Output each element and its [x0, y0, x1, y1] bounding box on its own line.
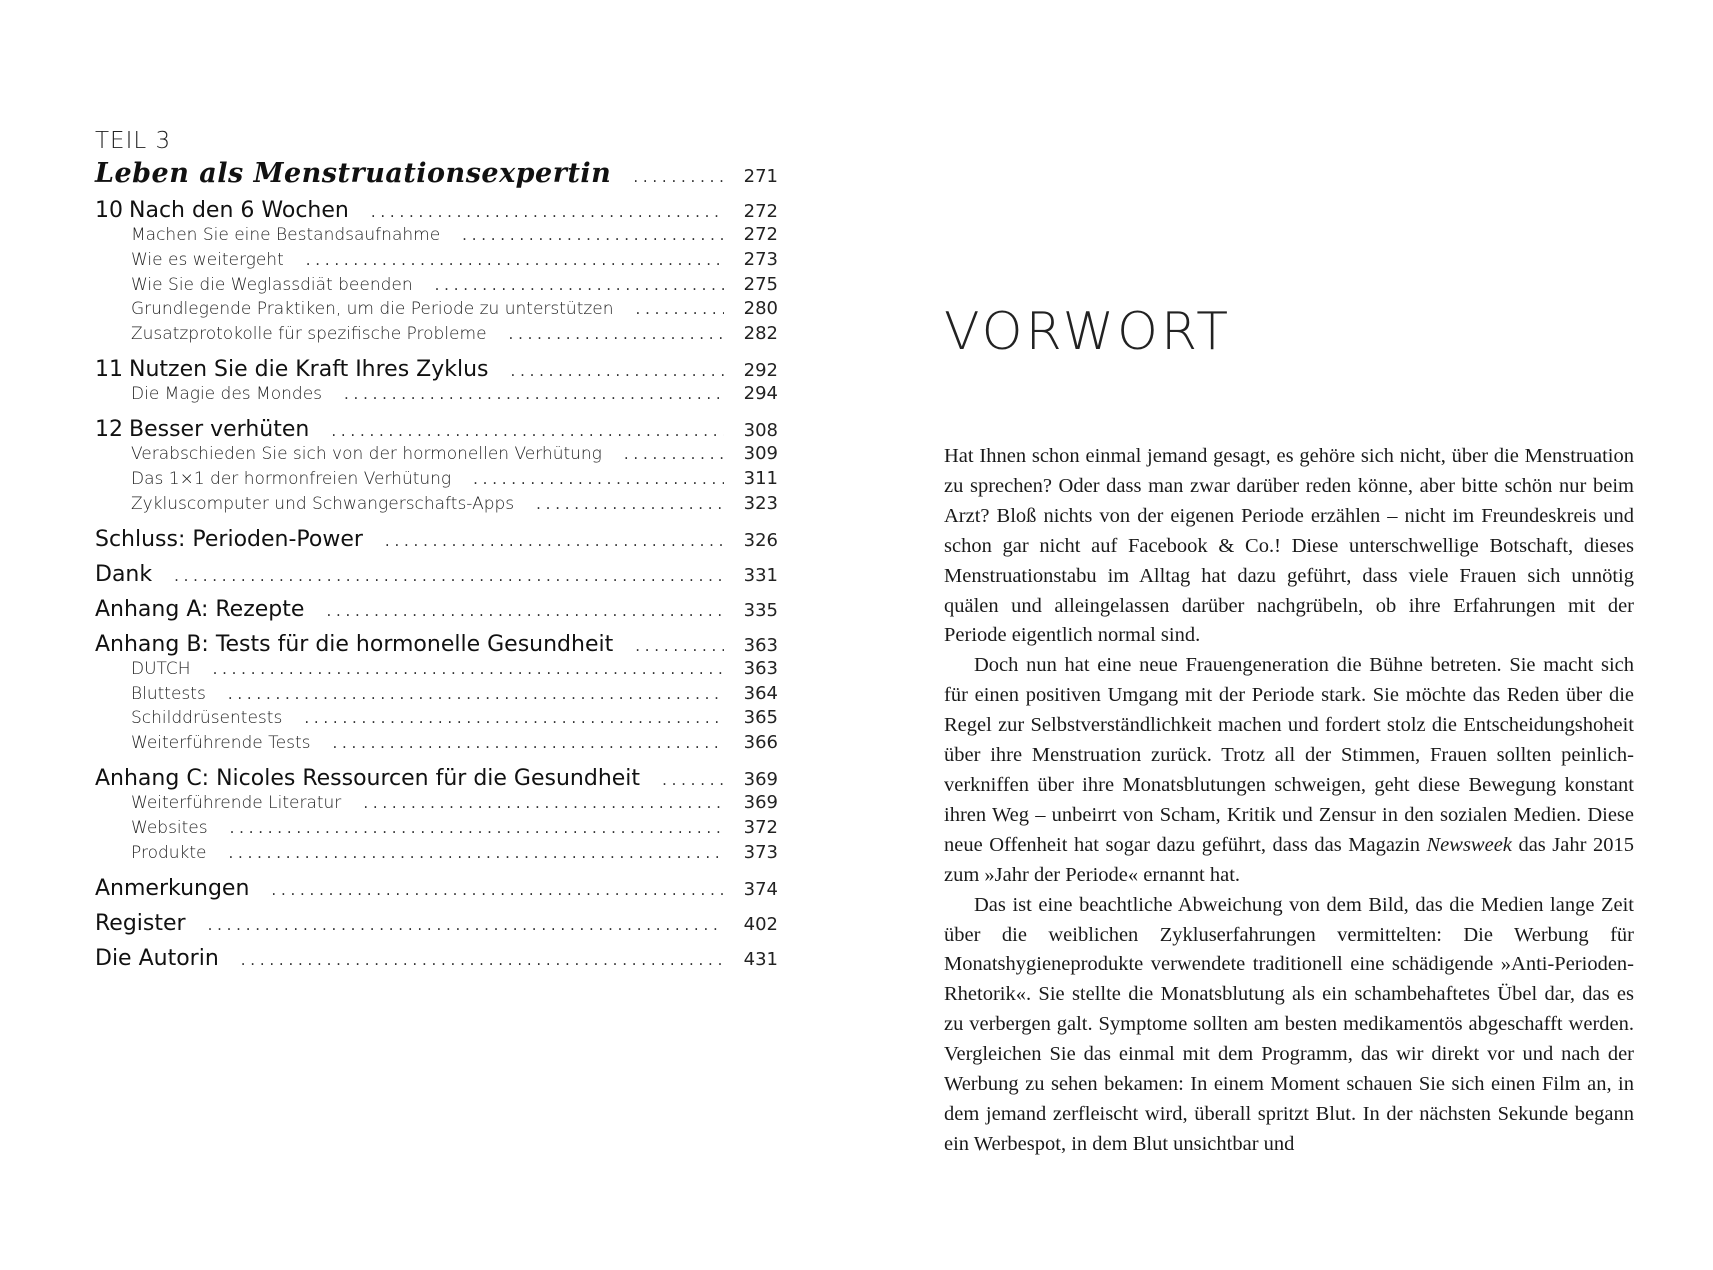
toc-entry-title: Anhang A: Rezepte	[95, 596, 305, 622]
toc-leader-dots	[636, 300, 724, 318]
toc-page-number: 369	[743, 792, 778, 814]
foreword-paragraph-1: Hat Ihnen schon einmal jemand gesagt, es gehöre sich nicht, über die Menstruation zu sprechen? Oder dass man zwar darüber reden könne, aber bitte schön nur beim Arzt? Bloß nichts von der eigenen Periode erzählen – nicht im Freundeskreis und schon gar nicht auf Facebook & Co.! Diese unterschwellige Botschaft, dieses Menstruationstabu im Alltag hat dazu geführt, dass viele Frauen sich unnötig quälen und alleingelassen darüber nachgrübeln, ob ihre Erfahrungen mit der Periode eigentlich normal sind.	[944, 445, 1634, 647]
toc-entry-label	[131, 843, 207, 863]
toc-page-number: 335	[743, 599, 778, 621]
toc-entry	[95, 597, 778, 629]
toc-page-number: 323	[743, 492, 778, 514]
toc-leader-dots	[174, 567, 724, 585]
toc-page-number: 326	[743, 529, 778, 551]
toc-leader-dots	[511, 362, 724, 380]
toc-page-number: 365	[743, 707, 778, 729]
toc-entry-title: Weiterführende Tests	[131, 733, 311, 754]
toc-page-number: 363	[743, 657, 778, 679]
toc-entry-label	[95, 198, 349, 223]
foreword-paragraph-2	[944, 651, 1634, 890]
toc-entry-title: Weiterführende Literatur	[131, 793, 342, 814]
toc-subentry	[95, 383, 778, 415]
toc-entry-title: Grundlegende Praktiken, um die Periode zu unterstützen	[131, 299, 614, 320]
toc-page-number: 311	[743, 468, 778, 489]
toc-leader-dots	[385, 532, 724, 550]
toc-entry-title: Das 1×1 der hormonfreien Verhütung	[131, 469, 452, 489]
toc-subentry	[95, 732, 778, 764]
toc-page-number: 308	[743, 420, 778, 442]
toc-entry-label	[95, 632, 613, 657]
toc-entry-title: Leben als Menstruationsexpertin	[95, 158, 612, 189]
toc-entry-label	[95, 597, 304, 622]
toc-entry-label	[131, 469, 451, 489]
toc-page-number: 374	[743, 878, 778, 900]
toc-subentry	[95, 842, 778, 874]
toc-entry-label	[131, 324, 487, 344]
toc-subentry	[95, 323, 778, 355]
foreword-p2-before: Doch nun hat eine neue Frauengeneration die Bühne betreten. Sie macht sich für einen positiven Umgang mit der Periode stark. Sie möchte das Reden über die Regel zur Selbstverständlichkeit machen und fordert stolz die Entscheidungshoheit über ihre Menstruation zurück. Trotz all der Stimmen, Frauen sollten peinlich-verkniffen über ihre Monatsblutungen schweigen, geht diese Bewegung konstant ihren Weg – unbeirrt von Scham, Kritik und Zensur in den sozialen Medien. Diese neue Offenheit hat sogar dazu geführt, dass das Magazin	[944, 654, 1634, 856]
toc-leader-dots	[662, 771, 724, 789]
toc-entry-label	[131, 733, 310, 753]
foreword-heading: VORWORT	[944, 302, 1232, 362]
toc-leader-dots	[635, 637, 724, 655]
toc-page-number: 331	[743, 564, 778, 586]
toc-leader-dots	[371, 203, 724, 221]
toc-entry-label	[131, 818, 208, 838]
toc-leader-dots	[633, 168, 724, 186]
toc-entry-title: Die Magie des Mondes	[131, 384, 323, 405]
toc-leader-dots	[344, 385, 724, 403]
toc-subentry	[95, 493, 778, 525]
toc-entry-title: Dank	[95, 561, 153, 587]
toc-leader-dots	[509, 325, 724, 343]
toc-entry-label	[131, 225, 440, 245]
toc-entry-title: Die Autorin	[95, 945, 219, 971]
toc-part-title	[95, 158, 778, 190]
toc-leader-dots	[435, 276, 724, 294]
toc-page-number: 280	[743, 298, 778, 320]
left-page	[0, 0, 856, 1270]
right-page	[856, 0, 1713, 1270]
chapter-number: 10	[95, 198, 123, 223]
toc-entry-label	[95, 876, 249, 901]
toc-entry	[95, 876, 778, 908]
toc-entry	[95, 911, 778, 943]
toc-page-number: 402	[743, 913, 778, 935]
toc-page-number: 364	[743, 682, 778, 704]
toc-entry	[95, 562, 778, 594]
toc-entry-label	[95, 911, 186, 936]
toc-page-number: 272	[743, 201, 778, 222]
toc-page-number: 275	[743, 273, 778, 295]
toc-entry-label	[131, 250, 284, 270]
toc-leader-dots	[304, 709, 724, 727]
toc-page-number: 373	[743, 841, 778, 863]
toc-leader-dots	[241, 951, 724, 969]
toc-entry-title: Machen Sie eine Bestandsaufnahme	[131, 225, 441, 245]
toc-entry-label	[131, 659, 191, 679]
toc-entry-label	[131, 494, 514, 514]
toc-page-number: 363	[743, 634, 778, 656]
toc-entry-label	[131, 684, 206, 704]
chapter-number: 11	[95, 357, 123, 383]
foreword-text	[944, 442, 1634, 1160]
toc-entry-label	[95, 527, 363, 552]
toc-page-number: 292	[743, 360, 778, 382]
toc-entry-title: Schilddrüsentests	[131, 708, 283, 729]
toc-entry-title: Wie es weitergeht	[131, 249, 284, 270]
foreword-p2-after: das Jahr 2015 zum »Jahr der Periode« ernannt hat.	[944, 833, 1634, 886]
toc-entry-title: Schluss: Perioden-Power	[95, 526, 363, 552]
toc-entry-title: Anmerkungen	[95, 875, 250, 901]
toc-page-number: 271	[743, 166, 778, 187]
toc-entry-label	[95, 766, 640, 791]
toc-entry-title: Register	[95, 910, 186, 936]
toc-page-number: 372	[743, 817, 778, 838]
toc-entry-label	[95, 946, 219, 971]
toc-entry-label	[95, 417, 309, 442]
toc-leader-dots	[363, 794, 724, 812]
toc-page-number: 282	[743, 323, 778, 345]
toc-entry-label	[131, 708, 282, 728]
toc-entry-title: Zusatzprotokolle für spezifische Probleme	[131, 324, 487, 345]
toc-leader-dots	[271, 881, 724, 899]
toc-leader-dots	[306, 251, 724, 269]
toc-page-number: 272	[743, 224, 778, 245]
toc-entry-title: DUTCH	[131, 658, 191, 679]
toc-leader-dots	[230, 819, 724, 837]
toc-entry-label	[131, 275, 413, 295]
toc-leader-dots	[208, 916, 724, 934]
table-of-contents	[0, 0, 856, 1270]
toc-entry-title: Verabschieden Sie sich von der hormonellen Verhütung	[131, 444, 602, 465]
toc-entry-title: Anhang C: Nicoles Ressourcen für die Gesundheit	[95, 766, 641, 792]
toc-entry	[95, 527, 778, 559]
toc-entry-title: Nutzen Sie die Kraft Ihres Zyklus	[129, 357, 489, 383]
toc-part-label: TEIL 3	[95, 128, 172, 154]
toc-page-number: 431	[743, 948, 778, 970]
toc-entry-title: Bluttests	[131, 683, 206, 704]
toc-page-number: 294	[743, 383, 778, 405]
toc-leader-dots	[326, 602, 724, 620]
toc-leader-dots	[536, 495, 724, 513]
toc-entry-label	[95, 562, 152, 587]
toc-leader-dots	[229, 844, 724, 862]
toc-entry-title: Anhang B: Tests für die hormonelle Gesundheit	[95, 631, 614, 657]
toc-entry-label	[131, 444, 602, 464]
toc-entry-title: Zykluscomputer und Schwangerschafts-Apps	[131, 493, 515, 514]
toc-entry-title: Produkte	[131, 842, 207, 863]
toc-page-number: 369	[743, 769, 778, 791]
toc-leader-dots	[331, 422, 724, 440]
toc-entry-title: Wie Sie die Weglassdiät beenden	[131, 274, 413, 295]
toc-entry-title: Besser verhüten	[129, 417, 310, 443]
toc-leader-dots	[624, 445, 724, 463]
toc-page-number: 309	[743, 443, 778, 465]
chapter-number: 12	[95, 417, 123, 443]
toc-leader-dots	[473, 470, 724, 488]
toc-leader-dots	[332, 734, 724, 752]
foreword-paragraph-3: Das ist eine beachtliche Abweichung von dem Bild, das die Medien lange Zeit über die weiblichen Zykluserfahrungen vermittelten: Die Werbung für Monatshygieneprodukte verwendete traditionell eine schädigende »Anti-Perioden-Rhetorik«. Sie stellte die Monatsblutung als ein schambehaftetes Übel dar, das es zu verbergen galt. Symptome sollten am besten medikamentös abgeschafft werden. Vergleichen Sie das einmal mit dem Programm, das wir direkt vor und nach der Werbung zu sehen bekamen: In einem Moment schauen Sie sich einen Film an, in dem jemand zerfleischt wird, überall spritzt Blut. In der nächsten Sekunde begann ein Werbespot, in dem Blut unsichtbar und	[944, 893, 1634, 1155]
toc-entry-label	[95, 158, 611, 189]
toc-leader-dots	[462, 226, 724, 244]
toc-entry-label	[131, 793, 341, 813]
toc-leader-dots	[228, 685, 724, 703]
toc-page-number: 273	[743, 248, 778, 270]
toc-entry-label	[131, 299, 614, 319]
magazine-name: Newsweek	[1426, 833, 1512, 856]
toc-entry-label	[95, 357, 489, 382]
toc-entry	[95, 946, 778, 978]
toc-entry-label	[131, 384, 322, 404]
toc-entry-title: Nach den 6 Wochen	[129, 198, 349, 223]
toc-leader-dots	[213, 660, 724, 678]
toc-page-number: 366	[743, 732, 778, 754]
toc-entry-title: Websites	[131, 818, 208, 838]
